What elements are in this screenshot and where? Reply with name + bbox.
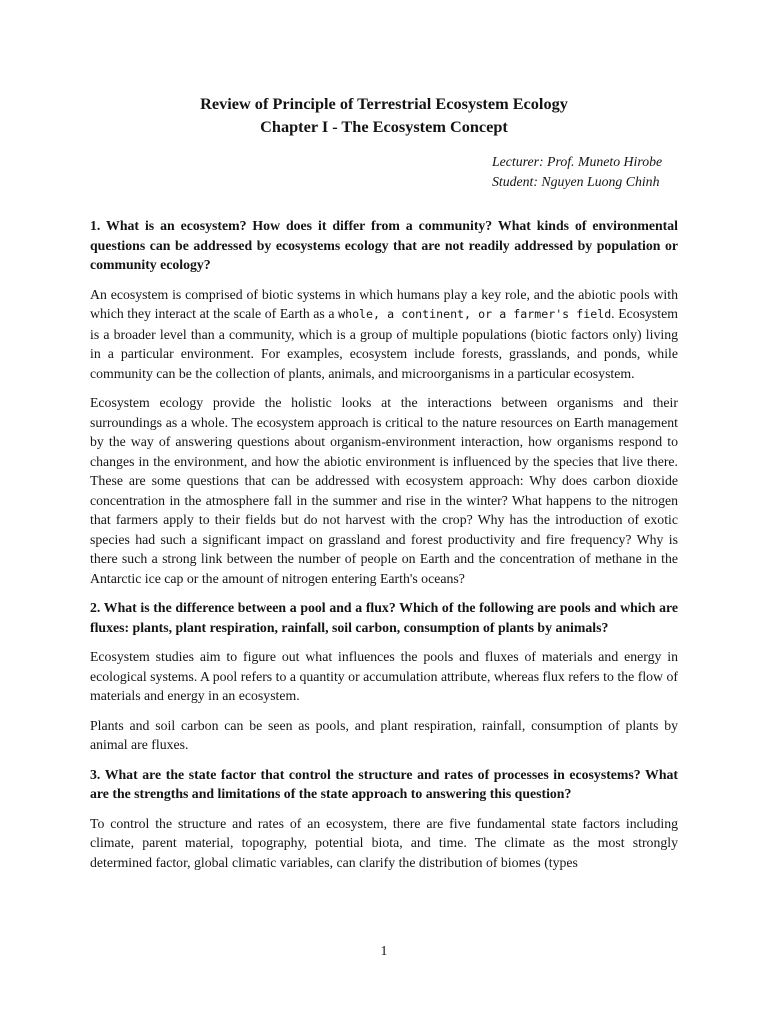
question-1: 1. What is an ecosystem? How does it differ from a community? What kinds of environmental questions can be addressed by ecosystems ecology that are not readily addressed by population or community ecology? (90, 218, 678, 272)
lecturer-line: Lecturer: Prof. Muneto Hirobe (492, 154, 663, 169)
answer-1-p1-end: . Ecosystem is a broader level than a community, which is a group of multiple populations (biotic factors only) living in a particular environment. For examples, ecosystem include forests, grasslands, and ponds, while community can be the collection of plants, animals, and microorganisms in a particular ecosystem. (90, 306, 678, 381)
document-page (90, 92, 678, 872)
question-3: 3. What are the state factor that control the structure and rates of processes in ecosystems? What are the strengths and limitations of the state approach to answering this question? (90, 766, 678, 801)
title-line-1: Review of Principle of Terrestrial Ecosystem Ecology (200, 94, 568, 113)
question-2: 2. What is the difference between a pool and a flux? Which of the following are pools and which are fluxes: plants, plant respiration, rainfall, soil carbon, consumption of plants by animals? (90, 600, 678, 635)
document-title (90, 92, 678, 138)
page-number: 1 (380, 943, 388, 958)
answer-2-paragraph-2: Plants and soil carbon can be seen as pools, and plant respiration, rainfall, consumption of plants by animal are fluxes. (90, 717, 678, 752)
answer-2-paragraph-1: Ecosystem studies aim to figure out what influences the pools and fluxes of materials and energy in ecological systems. A pool refers to a quantity or accumulation attribute, whereas flux refers to the flow of materials and energy in an ecosystem. (90, 649, 678, 703)
answer-1-paragraph-1 (90, 285, 678, 384)
title-line-2: Chapter I - The Ecosystem Concept (260, 117, 508, 136)
answer-1-p1-mono: whole, a continent, or a farmer's field (338, 307, 612, 321)
student-line: Student: Nguyen Luong Chinh (492, 174, 660, 189)
answer-1-paragraph-2: Ecosystem ecology provide the holistic looks at the interactions between organisms and their surroundings as a whole. The ecosystem approach is critical to the nature resources on Earth management by the way of answering questions about organism-environment interaction, how organisms respond to changes in the environment, and how the abiotic environment is influenced by the species that live there. These are some questions that can be addressed with ecosystem approach: Why does carbon dioxide concentration in the atmosphere fall in the summer and rise in the winter? What happens to the nitrogen that farmers apply to their fields but do not harvest with the crop? Why has the introduction of exotic species had such a significant impact on grassland and forest productivity and fire frequency? Why is there such a strong link between the number of people on Earth and the concentration of methane in the Antarctic ice cap or the amount of nitrogen entering Earth's oceans? (90, 395, 678, 586)
answer-1-p1-start: An ecosystem is comprised of biotic systems in which humans play a key role, and the abiotic pools with which they interact at the scale of Earth as a (90, 286, 678, 321)
answer-3-paragraph-1: To control the structure and rates of an ecosystem, there are five fundamental state factors including climate, parent material, topography, potential biota, and time. The climate as the most strongly determined factor, global climatic variables, can clarify the distribution of biomes (types (90, 815, 678, 870)
author-block (492, 152, 678, 192)
